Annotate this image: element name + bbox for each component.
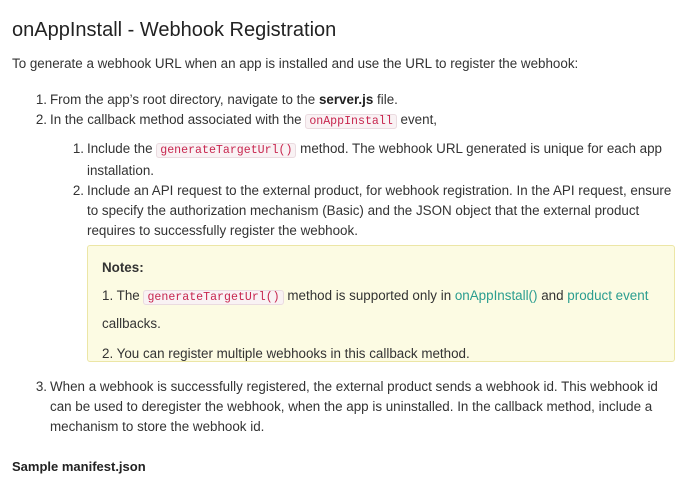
sample-heading: Sample manifest.json	[12, 459, 146, 474]
list-number: 2.	[72, 183, 84, 198]
steps-list	[35, 90, 680, 132]
steps-list-continued	[35, 377, 680, 437]
list-item	[72, 181, 682, 241]
step-text: method. The webhook URL generated is unique for each app installation.	[87, 141, 662, 178]
notes-title: Notes:	[102, 260, 144, 275]
list-item	[35, 377, 680, 437]
note-text: method is supported only in	[283, 288, 455, 303]
product-event-link[interactable]: product event	[567, 288, 649, 303]
step-text: file.	[373, 92, 398, 107]
note-item: 2. You can register multiple webhooks in this callback method.	[102, 346, 470, 361]
step-text: From the app’s root directory, navigate to the	[50, 92, 319, 107]
page-title: onAppInstall - Webhook Registration	[12, 19, 337, 41]
list-item	[35, 90, 680, 110]
note-item	[102, 283, 660, 337]
step-text: Include an API request to the external product, for webhook registration. In the API request, ensure to specify the authorization mechanism (Basic) and the JSON object that the external product requires to successfully register the webhook.	[87, 183, 672, 238]
step-text: Include the	[87, 141, 157, 156]
inline-code: generateTargetUrl()	[143, 290, 283, 305]
list-item	[72, 139, 682, 181]
list-number: 2.	[35, 112, 47, 127]
step-text: event,	[396, 112, 438, 127]
file-name: server.js	[318, 92, 374, 107]
step-text: In the callback method associated with the	[50, 112, 306, 127]
intro-paragraph: To generate a webhook URL when an app is installed and use the URL to register the webhook:	[12, 56, 579, 71]
note-text: and	[537, 288, 568, 303]
list-number: 3.	[35, 379, 47, 394]
step-text: When a webhook is successfully registered, the external product sends a webhook id. This webhook id can be used to deregister the webhook, when the app is uninstalled. In the callback method, include a mechanism to store the webhook id.	[50, 379, 658, 434]
substeps-list	[72, 139, 682, 241]
inline-code: onAppInstall	[305, 114, 397, 129]
note-text: callbacks.	[102, 316, 161, 331]
onappinstall-link[interactable]: onAppInstall()	[454, 288, 538, 303]
list-number: 1.	[35, 92, 47, 107]
list-item	[35, 110, 680, 132]
note-text: 1. The	[102, 288, 144, 303]
inline-code: generateTargetUrl()	[156, 143, 296, 158]
list-number: 1.	[72, 141, 84, 156]
notes-callout	[87, 245, 675, 362]
